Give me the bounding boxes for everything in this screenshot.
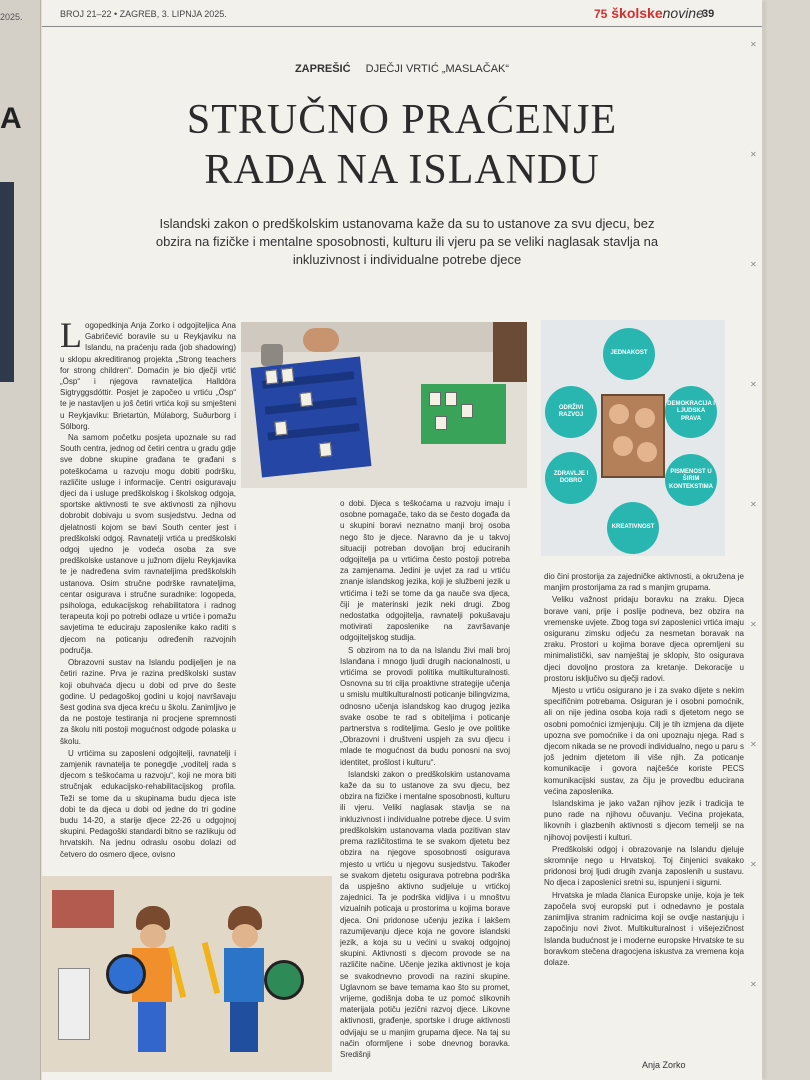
page-number: 39 — [702, 8, 715, 20]
paragraph: Hrvatska je mlada članica Europske unije, koja je tek započela svoj europski put i odnedavno je postala zanimljiva stranim radnicima koji se ovdje nastanjuju i započinju novi život. Multikulturalnost i višejezičnost Islanda budućnost je i moderne europske Hrvatske te su boravkom stečena dragocjena iskustva za vremena koja dolaze. — [544, 890, 744, 967]
photo-blue-board — [251, 357, 372, 478]
photo-green-board — [421, 384, 506, 444]
viking-shield — [106, 954, 146, 994]
picture-card — [445, 392, 457, 406]
picture-card — [274, 421, 287, 436]
diagram-bubble: KREATIVNOST — [607, 502, 659, 554]
headline-line-1: STRUČNO PRAĆENJE — [186, 97, 618, 143]
viking-body — [224, 948, 264, 1002]
picture-card — [265, 369, 278, 384]
paragraph: Islandski zakon o predškolskim ustanovama kaže da su to ustanove za svu djecu, bez obzira na fizičke i mentalne sposobnosti, kulturu ili vjeru. Veliki naglasak stavlja se na inkluzivnost i individualne potrebe djece. U svim predškolskim ustanovama vlada pozitivan stav prema različitostima te se svakom djetetu bez obzira na njegove sposobnosti osigurava mjesto u vrtiću u njegovu susjedstvu. Također se svakom djetetu osigurava potrebna podrška da uspješno aktivno sudjeluje u vrtićkoj zajednici. Ta je podrška vidljiva i u mnoštvu vizualnih poticaja u prostorima u kojima borave djeca. Oni pridonose učenju jezika i lakšem razumijevanju djece koja ne govore islandski jezik, a koja su u većini u svakoj odgojnoj skupini. Aktivnosti s djecom provode se na različite načine. Učenje jezika aktivnost je koja se svakodnevno provodi na razini skupine. Uglavnom se bave temama kao što su promet, vrijeme, godišnja doba te uz pomoć slikovnih materijala potiču jezični razvoj djece. Likovne aktivnosti, građenje, sportske i druge aktivnosti odvijaju se u manjim grupama djece. Na taj su način oformljene i sobe dnevnog boravka. Središnji — [340, 769, 510, 1059]
registration-mark: ✕ — [750, 500, 757, 509]
registration-mark: ✕ — [750, 40, 757, 49]
publication-logo — [594, 5, 704, 21]
values-diagram — [541, 320, 725, 556]
section-label — [42, 63, 762, 75]
adjacent-page-photo — [0, 182, 14, 382]
article-byline: Anja Zorko — [642, 1060, 686, 1070]
viking-drawing — [214, 906, 274, 1056]
diagram-bubble: JEDNAKOST — [603, 328, 655, 380]
page-header — [42, 0, 762, 27]
lead-text: ogopedkinja Anja Zorko i odgojiteljica Ana Gabričević boravile su u Reykjaviku na Islandu, na praćenju rada (job shadowing) u sklopu akreditiranog projekta „Strong teachers for strong children“. Domaćin je bio dječji vrtić „Ösp“ i njegova ravnateljica Halldóra Sigtryggsdóttir. Posjet je započeo u vrtiću „Ösp“ te je nastavljen u još četiri vrtića koji su smješteni u Reykjaviku: Brietartún, Múlaborg, Suðurborg i Sólborg. — [60, 321, 236, 431]
viking-shield — [264, 960, 304, 1000]
picture-card — [281, 368, 294, 383]
headline-line-2: RADA NA ISLANDU — [204, 147, 600, 193]
paragraph: Veliku važnost pridaju boravku na zraku. Djeca borave vani, prije i poslije podneva, bez obzira na vremenske uvjete. Zbog toga svi zaposlenici vrtića imaju osiguranu zimsku odjeću za nesmetan boravak na zraku. Prostori u kojima borave djeca opremljeni su minimalistički, sav namještaj je sklopiv, što osigurava djeci dovoljno prostora za kretanje. Dekoracije u prostoru isključivo su dječji radovi. — [544, 595, 744, 683]
child-face — [609, 404, 629, 424]
diagram-bubble: ODRŽIVI RAZVOJ — [545, 386, 597, 438]
viking-drawing — [122, 906, 182, 1056]
registration-mark: ✕ — [750, 620, 757, 629]
photo-person — [493, 322, 527, 382]
child-face — [635, 408, 655, 428]
paragraph: S obzirom na to da na Islandu živi mali broj Islanđana i mnogo ljudi drugih nacionalnosti, u vrtićima se provodi politika multikulturalnosti. Osnovna su tri cilja proaktivne strategije učenja u smislu multikulturalnosti poticanje bilingvizma, odnosno učenja islandskog kao drugog jezika svake osobe te rad s obiteljima i poticanje partnerstva s roditeljima. Geslo je ove politike „Obrazovni i društveni uspjeh za svu djecu i mlade te mogućnost da budu ponosni na svoj identitet, prošlost i kulturu“. — [340, 645, 510, 767]
registration-mark: ✕ — [750, 150, 757, 159]
article-column-2 — [340, 498, 510, 1066]
diagram-children-photo — [601, 394, 665, 478]
picture-card — [319, 442, 332, 457]
adjacent-page-edge — [0, 0, 41, 1080]
picture-card — [299, 392, 312, 407]
viking-head — [232, 924, 258, 948]
child-face — [637, 442, 657, 462]
adjacent-page-letter: A — [0, 102, 22, 135]
picture-card — [461, 404, 473, 418]
photo-hand — [303, 328, 339, 352]
registration-mark: ✕ — [750, 980, 757, 989]
child-face — [613, 436, 633, 456]
paragraph: Obrazovni sustav na Islandu podijeljen je na četiri razine. Prva je razina predškolski sustav koji obuhvaća djecu u dobi od prve do šeste godine. U pedagoškoj godini u kojoj navršavaju šest godina sva djeca kreću u školu. Zanimljivo je da ne postoje testiranja ni procjene spremnosti za školu niti postoji mogućnost odgode polaska u školu. — [60, 658, 236, 746]
lead-paragraph — [60, 320, 236, 432]
registration-mark: ✕ — [750, 860, 757, 869]
photo-poster — [58, 968, 90, 1040]
registration-mark: ✕ — [750, 740, 757, 749]
viking-legs — [138, 1002, 166, 1052]
paragraph: Islandskima je jako važan njihov jezik i tradicija te puno rade na njihovu očuvanju. Većina projekata, likovnih i glazbenih aktivnosti s djecom temelji se na njihovoj povijesti i kulturi. — [544, 799, 744, 842]
logo-suffix: novine — [662, 5, 704, 21]
background-surface — [764, 0, 810, 1080]
newspaper-page — [42, 0, 762, 1080]
paragraph: U vrtićima su zaposleni odgojitelji, ravnatelji i zamjenik ravnatelja te ponegdje „voditelj rada s djecom s teškoćama u razvoju“, koji ne mora biti stručnjak edukacijsko-rehabilitacijskog profila. Teži se tome da u skupinama budu djeca iste dobi te da djeca u dobi od jedne do tri godine budu 14-20, a starije djece 22-26 u odgojnoj skupini. Pedagoški standardi bitno se razlikuju od hrvatskih. Na jednu odraslu osobu dolazi od četvero do osmero djece, ovisno — [60, 748, 236, 859]
paragraph: Predškolski odgoj i obrazovanje na Islandu djeluje skromnije nego u Hrvatskoj. Toj činjenici svakako pridonosi broj ljudi drugih zvanja zaposlenih u sustavu. No djeca i zaposlenici sretni su, ispunjeni i sigurni. — [544, 844, 744, 888]
photo-shelf — [52, 890, 114, 928]
drop-cap: L — [60, 320, 82, 355]
diagram-bubble: ZDRAVLJE I DOBRO — [545, 452, 597, 504]
photo-children-viking-art — [42, 876, 332, 1072]
paragraph: Mjesto u vrtiću osigurano je i za svako dijete s nekim specifičnim potrebama. Osiguran je i osobni pomoćnik, ali on nije jedina osoba koja radi s djetetom nego se osobni pomoćnici izmjenjuju. Cilj je tih izmjena da dijete upozna sve pomoćnike i da oni upoznaju njega. Rad s djecom nikada se ne provodi individualno, nego u paru s još jednim djetetom ili više njih. Za poticanje komunikacije i govora najčešće koriste PECS komunikacijski sustav, za čiju je provedbu educirana većina zaposlenika. — [544, 686, 744, 796]
registration-mark: ✕ — [750, 380, 757, 389]
section-title: DJEČJI VRTIĆ „MASLAČAK“ — [365, 63, 510, 75]
diagram-bubble: PISMENOST U ŠIRIM KONTEKSTIMA — [665, 454, 717, 506]
registration-mark: ✕ — [750, 260, 757, 269]
photo-cup — [261, 344, 283, 366]
article-column-1 — [60, 320, 236, 875]
paragraph: Na samom početku posjeta upoznale su rad South centra, jednog od četiri centra u gradu gdje sve dobne skupine građana te građani s poteškoćama u razvoju mogu dobiti podršku, različite usluge i informacije. Centri osiguravaju djeci da i usluge predškolskog i školskog odgoja, sportske aktivnosti te sve aktivnosti za njihovu dobrobit dobivaju u svom susjedstvu. Jedna od djelatnosti kojom se bavi South center jest i predškolski odgoj. Ravnatelji vrtića u predškolski odgoj ujedno je vodeća osoba za sve predškolske ustanove u južnom dijelu Reykjavika te je nadređena svim ravnateljima predškolskih ustanova. Osim stručne podrške ravnateljima, centar osigurava i stručne suradnike: logopeda, psihologa, edukacijskog rehabilitatora i radnog terapeuta koji po potrebi odlaze u vrtiće i pomažu savjetima te educiraju zaposlenike kako raditi s djecom na poticanju određenih razvojnih područja. — [60, 433, 236, 655]
viking-head — [140, 924, 166, 948]
logo-name: školske — [611, 5, 663, 21]
paragraph: dio čini prostorija za zajedničke aktivnosti, a okružena je manjim prostorijama za rad s manjim grupama. — [544, 572, 744, 593]
picture-card — [435, 416, 447, 430]
article-headline — [42, 95, 762, 195]
section-location: ZAPREŠIĆ — [294, 63, 351, 75]
adjacent-page-year: 2025. — [0, 12, 23, 22]
photo-picture-cards-boards — [241, 322, 527, 488]
paragraph: o dobi. Djeca s teškoćama u razvoju imaju i osobne pomagače, tako da se često događa da u skupini boravi neznatno manji broj osoba nego što je djece. Naravno da je u takvoj situaciji potreban dovoljan broj educiranih odgojitelja pa u vrtićima često postoji potreba za zamjenama. Jedini je uvjet za rad u vrtiću znanje islandskog jezika, koji je službeni jezik u vrtićima i teži se tome da ga nauče sva djeca, čiji je materinski jezik neki drugi. Zbog nedostatka odgojitelja, ravnatelji pokušavaju motivirati zaposlenike na završavanje odgojiteljskog studija. — [340, 499, 510, 643]
article-deck: Islandski zakon o predškolskim ustanovama kaže da su to ustanove za svu djecu, bez obzira na fizičke i mentalne sposobnosti, kulturu ili vjeru pa se veliki naglasak stavlja na inkluzivnost i individualne potrebe djece — [155, 216, 659, 267]
viking-sword — [202, 942, 220, 994]
diagram-bubble: DEMOKRACIJA I LJUDSKA PRAVA — [665, 386, 717, 438]
article-column-3 — [544, 571, 744, 1051]
viking-legs — [230, 1002, 258, 1052]
issue-info: BROJ 21–22 • ZAGREB, 3. LIPNJA 2025. — [60, 9, 227, 19]
logo-anniversary-number: 75 — [594, 7, 608, 21]
picture-card — [429, 392, 441, 406]
